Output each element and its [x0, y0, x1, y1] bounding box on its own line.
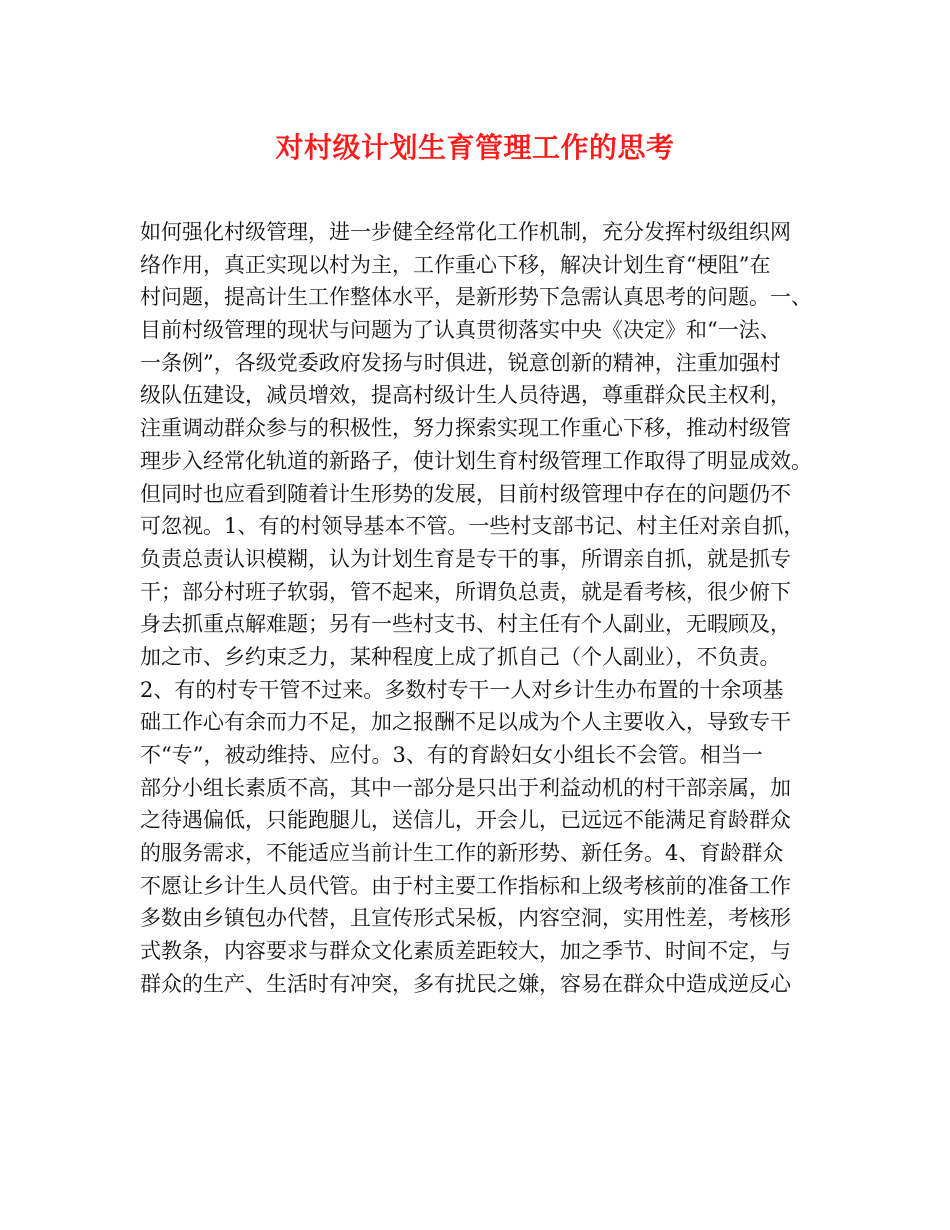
- body-line: 注重调动群众参与的积极性，努力探索实现工作重心下移，推动村级管: [140, 416, 791, 441]
- body-line: 可忽视。1、有的村领导基本不管。一些村支部书记、村主任对亲自抓，: [140, 514, 805, 539]
- body-line: 一条例”，各级党委政府发扬与时俱进，锐意创新的精神，注重加强村: [140, 350, 781, 375]
- body-line: 多数由乡镇包办代替，且宣传形式呆板，内容空洞，实用性差，考核形: [140, 906, 791, 931]
- body-line: 级队伍建设，减员增效，提高村级计生人员待遇，尊重群众民主权利，: [140, 383, 791, 408]
- document-body: [140, 216, 830, 1001]
- body-line: 的服务需求，不能适应当前计生工作的新形势、新任务。4、育龄群众: [140, 841, 784, 866]
- body-line: 但同时也应看到随着计生形势的发展，目前村级管理中存在的问题仍不: [140, 481, 791, 506]
- body-line: 目前村级管理的现状与问题为了认真贯彻落实中央《决定》和“一法、: [140, 318, 781, 343]
- body-line: 部分小组长素质不高，其中一部分是只出于利益动机的村干部亲属，加: [140, 775, 791, 800]
- body-line: 络作用，真正实现以村为主，工作重心下移，解决计划生育“梗阻”在: [140, 252, 771, 277]
- body-line: 如何强化村级管理，进一步健全经常化工作机制，充分发挥村级组织网: [140, 220, 791, 244]
- body-line: 身去抓重点解难题；另有一些村支书、村主任有个人副业，无暇顾及，: [140, 612, 791, 637]
- body-line: 负责总责认识模糊，认为计划生育是专干的事，所谓亲自抓，就是抓专: [140, 546, 791, 571]
- body-line: 村问题，提高计生工作整体水平，是新形势下急需认真思考的问题。一、: [140, 285, 812, 310]
- body-line: 不“专”，被动维持、应付。3、有的育龄妇女小组长不会管。相当一: [140, 743, 763, 767]
- body-line: 之待遇偏低，只能跑腿儿，送信儿，开会儿，已远远不能满足育龄群众: [140, 808, 791, 833]
- body-line: 不愿让乡计生人员代管。由于村主要工作指标和上级考核前的准备工作: [140, 873, 791, 898]
- body-line: 2、有的村专干管不过来。多数村专干一人对乡计生办布置的十余项基: [140, 677, 784, 702]
- body-line: 础工作心有余而力不足，加之报酬不足以成为个人主要收入，导致专干: [140, 710, 791, 735]
- body-line: 式教条，内容要求与群众文化素质差距较大，加之季节、时间不定，与: [140, 939, 791, 964]
- body-line: 群众的生产、生活时有冲突，多有扰民之嫌，容易在群众中造成逆反心: [140, 971, 791, 996]
- body-line: 加之市、乡约束乏力，某种程度上成了抓自己（个人副业），不负责。: [140, 644, 781, 669]
- body-line: 理步入经常化轨道的新路子，使计划生育村级管理工作取得了明显成效。: [140, 448, 812, 473]
- document-title: 对村级计划生育管理工作的思考: [275, 131, 675, 164]
- body-line: 干；部分村班子软弱，管不起来，所谓负总责，就是看考核，很少俯下: [140, 579, 791, 604]
